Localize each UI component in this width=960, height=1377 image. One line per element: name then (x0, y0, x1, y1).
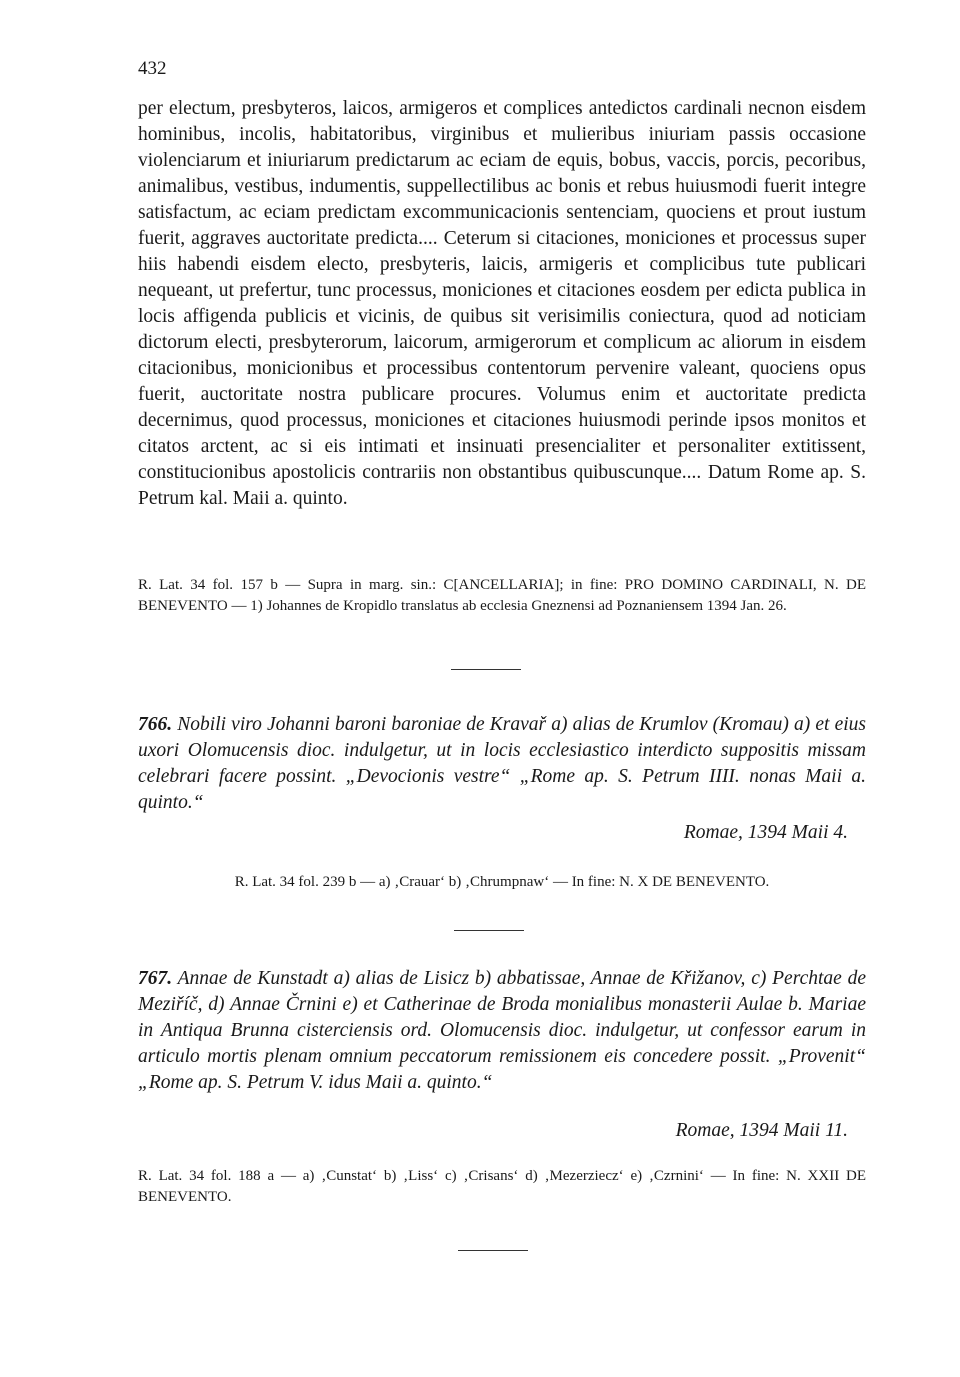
separator-rule (451, 669, 521, 670)
main-text-paragraph: per electum, presbyteros, laicos, armigeros et complices antedictos cardinali necnon eisdem hominibus, incolis, habitatoribus, virginibus et mulieribus iniuriam passis occasione violenciarum et iniuriarum predictarum ac eciam de equis, bobus, vaccis, porcis, pecoribus, animalibus, vestibus, indumentis, suppellectilibus ac bonis et rebus huiusmodi fuerit integre satisfactum, ac eciam predictam excommunicacionis sentenciam, quociens et prout iustum fuerit, aggraves auctoritate predicta.... Ceterum si citaciones, moniciones et processus super hiis habendi eisdem electo, presbyteris, laicis, armigeris et complicibus tute publicari nequeant, ut prefertur, tunc processus, moniciones et citaciones eosdem per edicta publica in locis affigenda publicis et vicinis, de quibus sit verisimilis coniectura, quod ad noticiam dictorum electi, presbyterorum, laicorum, armigerorum et complicum ac aliorum in eisdem citacionibus, monicionibus et processibus contentorum pervenire valeant, quociens opus fuerit, auctoritate nostra publicare procures. Volumus enim et auctoritate predicta decernimus, quod processus, moniciones et citaciones huiusmodi perinde ipsos monitos et citatos arctent, ac si eis intimati et insinuati presencialiter et personaliter extitissent, constitucionibus apostolicis contrariis non obstantibus quibuscunque.... Datum Rome ap. S. Petrum kal. Maii a. quinto. (138, 98, 866, 509)
apparatus-765: R. Lat. 34 fol. 157 b — Supra in marg. sin.: C[ANCELLARIA]; in fine: PRO DOMINO CARDINALI, N. DE BENEVENTO — 1) Johannes de Kropidlo translatus ab ecclesia Gneznensi ad Poznaniensem 1394 Jan. 26. (138, 577, 866, 614)
separator-rule (454, 930, 524, 931)
entry-766-apparatus: R. Lat. 34 fol. 239 b — a) ‚Crauar‘ b) ‚Chrumpnaw‘ — In fine: N. X DE BENEVENTO. (234, 874, 770, 890)
entry-767-text: Annae de Kunstadt a) alias de Lisicz b) abbatissae, Annae de Křižanov, c) Perchtae de Meziříč, d) Annae Črnini e) et Catherinae de Broda monialibus monasterii Aulae b. Mariae in Antiqua Brunna cisterciensis ord. Olomucensis dioc. indulgetur, ut confessor earum in articulo mortis plenam omnium peccatorum remissionem eis concedere possit. „Provenit“ „Rome ap. S. Petrum V. idus Maii a. quinto.“ (138, 968, 866, 1093)
entry-767-regest (138, 966, 866, 1096)
entry-767-date: Romae, 1394 Maii 11. (675, 1120, 848, 1141)
page-number: 432 (138, 58, 167, 79)
separator-rule (458, 1250, 528, 1251)
entry-766-text: Nobili viro Johanni baroni baroniae de Kravař a) alias de Krumlov (Kromau) a) et eius uxori Olomucensis dioc. indulgetur, ut in locis ecclesiastico interdicto suppositis missam celebrari facere possint. „Devocionis vestre“ „Rome ap. S. Petrum IIII. nonas Maii a. quinto.“ (138, 714, 867, 813)
entry-766-regest (138, 712, 866, 816)
entry-767-number: 767. (138, 968, 173, 989)
entry-767-apparatus: R. Lat. 34 fol. 188 a — a) ‚Cunstat‘ b) ‚Liss‘ c) ‚Crisans‘ d) ‚Mezerziecz‘ e) ‚Czrnini‘ — In fine: N. XXII DE BENEVENTO. (138, 1168, 866, 1205)
entry-766-number: 766. (138, 714, 173, 735)
entry-766-date: Romae, 1394 Maii 4. (683, 822, 848, 843)
